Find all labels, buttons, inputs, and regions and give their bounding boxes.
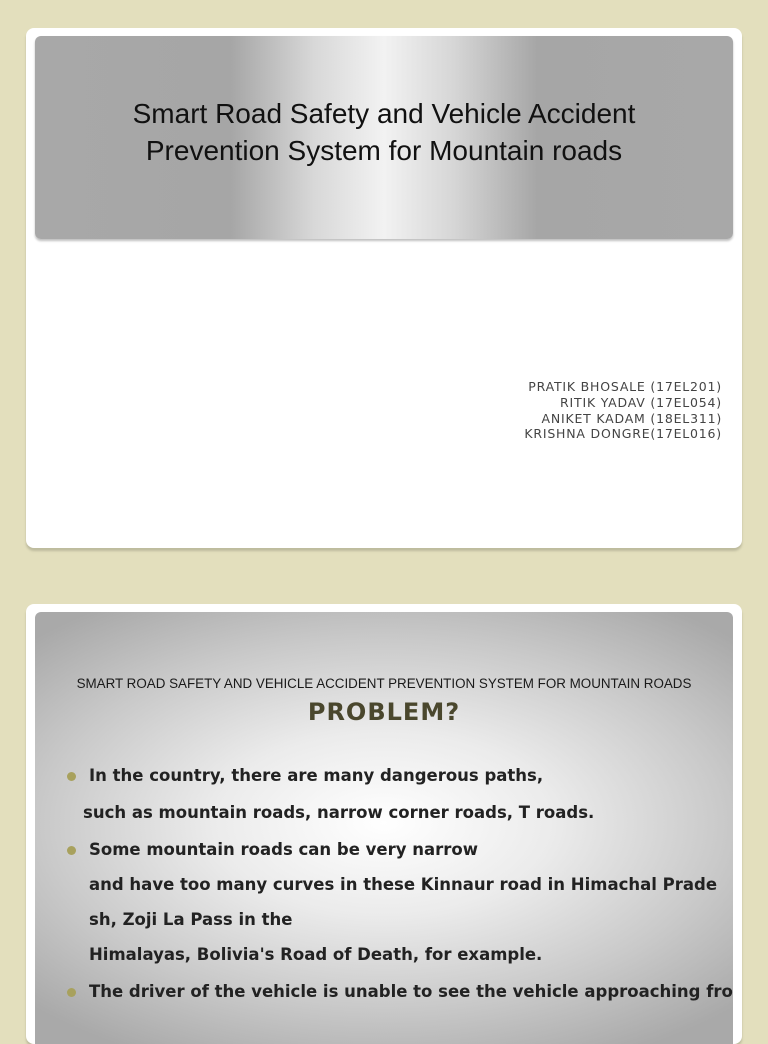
author-line: ANIKET KADAM (18EL311) — [541, 410, 722, 426]
title-banner — [35, 36, 733, 239]
bullet-dot-icon — [67, 772, 76, 781]
bullet-text: such as mountain roads, narrow corner roads, T roads. — [83, 803, 595, 822]
author-line: KRISHNA DONGRE(17EL016) — [524, 426, 722, 442]
problem-heading: PROBLEM? — [307, 698, 461, 726]
bullet-text: and have too many curves in these Kinnaur road in Himachal Prade — [89, 875, 718, 894]
author-line: PRATIK BHOSALE (17EL201) — [528, 379, 722, 394]
bullet-text: The driver of the vehicle is unable to see the vehicle approaching fro — [89, 982, 733, 1001]
bullet-text: Himalayas, Bolivia's Road of Death, for example. — [89, 945, 543, 964]
bullet-dot-icon — [67, 988, 76, 997]
slide-title: Smart Road Safety and Vehicle Accident Prevention System for Mountain roads — [132, 97, 636, 166]
bullet-text: Some mountain roads can be very narrow — [89, 840, 478, 859]
bullet-dot-icon — [67, 846, 76, 855]
title-slide — [26, 28, 742, 548]
slide-subtitle: SMART ROAD SAFETY AND VEHICLE ACCIDENT PREVENTION SYSTEM FOR MOUNTAIN ROADS — [76, 676, 692, 691]
bullet-text: In the country, there are many dangerous paths, — [89, 766, 544, 785]
problem-slide — [26, 604, 742, 1044]
bullet-text: sh, Zoji La Pass in the — [89, 910, 293, 929]
author-list — [524, 379, 722, 442]
content-panel — [35, 612, 733, 1044]
author-line: RITIK YADAV (17EL054) — [560, 394, 722, 410]
